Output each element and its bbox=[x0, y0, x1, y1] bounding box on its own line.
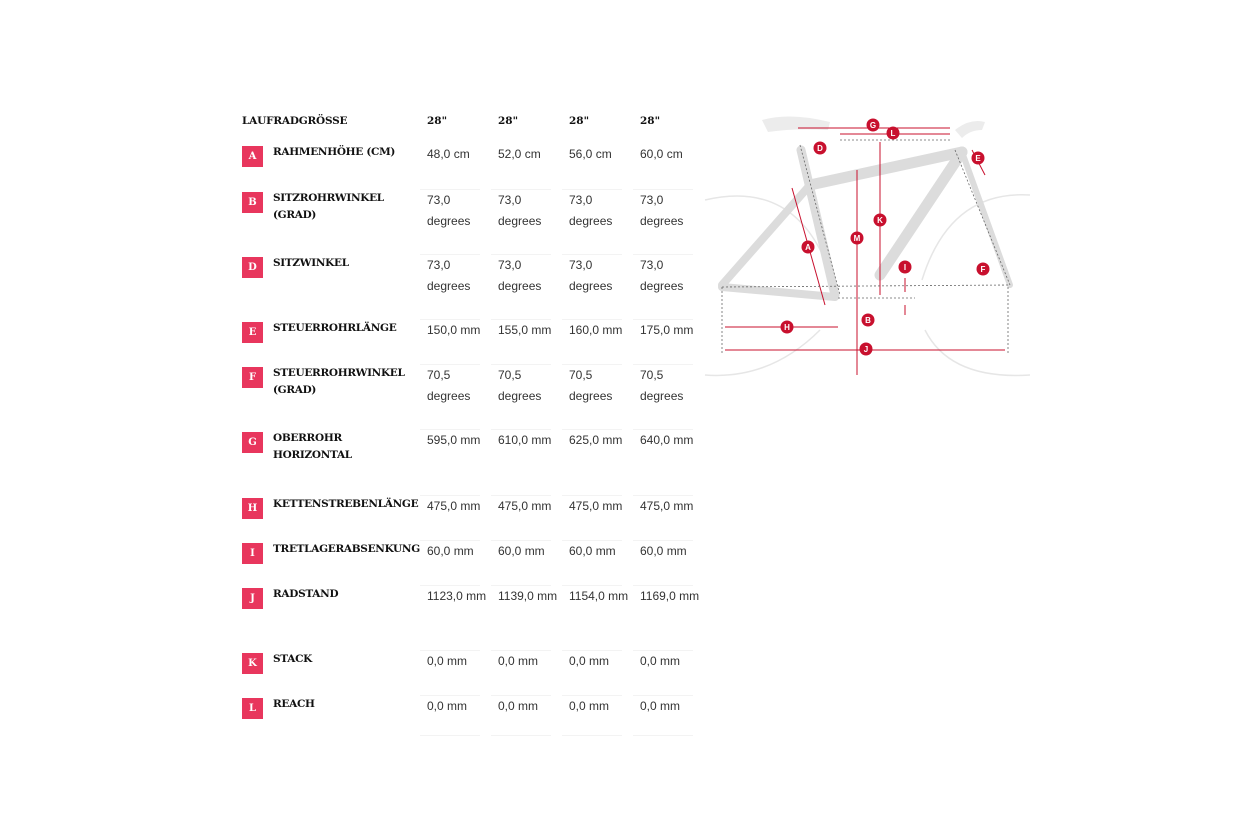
dimension-letter-badge: L bbox=[242, 698, 263, 719]
dimension-value: 60,0 mm bbox=[427, 544, 474, 558]
table-header bbox=[242, 108, 712, 144]
row-divider bbox=[562, 735, 622, 736]
dimension-value: 0,0 mm bbox=[498, 699, 539, 713]
wheel-size-header: LAUFRADGRÖSSE bbox=[242, 115, 348, 127]
table-row bbox=[242, 430, 712, 496]
dimension-value: 475,0 mm bbox=[427, 499, 481, 513]
dimension-value: 625,0 mm bbox=[569, 433, 623, 447]
dimension-name: SITZROHRWINKEL (GRAD) bbox=[273, 192, 384, 221]
dimension-value: 70,5 degrees bbox=[498, 368, 542, 403]
dimension-value: 73,0 degrees bbox=[427, 193, 471, 228]
dimension-name: RAHMENHÖHE (CM) bbox=[273, 146, 396, 158]
size-header: 28" bbox=[498, 115, 519, 127]
dimension-value: 160,0 mm bbox=[569, 323, 623, 337]
dimension-value: 0,0 mm bbox=[427, 699, 468, 713]
dimension-value: 70,5 degrees bbox=[640, 368, 684, 403]
diagram-label-text: A bbox=[805, 243, 811, 252]
diagram-label-text: E bbox=[975, 154, 981, 163]
geometry-table bbox=[242, 108, 712, 736]
dimension-value: 70,5 degrees bbox=[427, 368, 471, 403]
size-header: 28" bbox=[640, 115, 661, 127]
dimension-value: 73,0 degrees bbox=[569, 258, 613, 293]
dimension-letter-badge: E bbox=[242, 322, 263, 343]
table-row bbox=[242, 255, 712, 320]
dimension-name: STEUERROHRWINKEL (GRAD) bbox=[273, 367, 405, 396]
dimension-value: 60,0 mm bbox=[640, 544, 687, 558]
diagram-label-text: B bbox=[865, 316, 871, 325]
diagram-label-text: J bbox=[863, 345, 869, 354]
dimension-name: RADSTAND bbox=[273, 588, 339, 600]
dimension-value: 0,0 mm bbox=[640, 654, 681, 668]
dimension-value: 475,0 mm bbox=[498, 499, 552, 513]
dimension-value: 610,0 mm bbox=[498, 433, 552, 447]
row-divider bbox=[633, 735, 693, 736]
dimension-name: SITZWINKEL bbox=[273, 257, 349, 269]
table-row bbox=[242, 696, 712, 736]
dimension-value: 73,0 degrees bbox=[640, 193, 684, 228]
dimension-value: 1154,0 mm bbox=[569, 589, 629, 603]
diagram-label-text: L bbox=[890, 129, 896, 138]
dimension-letter-badge: A bbox=[242, 146, 263, 167]
dimension-value: 60,0 cm bbox=[640, 147, 683, 161]
dimension-value: 1169,0 mm bbox=[640, 589, 700, 603]
dimension-value: 73,0 degrees bbox=[427, 258, 471, 293]
table-row bbox=[242, 365, 712, 430]
dimension-letter-badge: F bbox=[242, 367, 263, 388]
dimension-lines bbox=[725, 128, 1005, 375]
dimension-letter-badge: D bbox=[242, 257, 263, 278]
dimension-value: 0,0 mm bbox=[569, 654, 610, 668]
table-row bbox=[242, 496, 712, 541]
dimension-value: 0,0 mm bbox=[498, 654, 539, 668]
dimension-value: 52,0 cm bbox=[498, 147, 541, 161]
size-header: 28" bbox=[427, 115, 448, 127]
dimension-value: 640,0 mm bbox=[640, 433, 694, 447]
dimension-name: STEUERROHRLÄNGE bbox=[273, 322, 397, 334]
dimension-letter-badge: G bbox=[242, 432, 263, 453]
dimension-letter-badge: J bbox=[242, 588, 263, 609]
dimension-value: 73,0 degrees bbox=[569, 193, 613, 228]
dimension-value: 475,0 mm bbox=[640, 499, 694, 513]
table-body bbox=[242, 144, 712, 736]
table-row bbox=[242, 190, 712, 255]
row-divider bbox=[491, 735, 551, 736]
diagram-label-text: H bbox=[784, 323, 790, 332]
dimension-letter-badge: K bbox=[242, 653, 263, 674]
dimension-value: 48,0 cm bbox=[427, 147, 470, 161]
dimension-value: 0,0 mm bbox=[427, 654, 468, 668]
front-wheel-outline bbox=[922, 195, 1030, 376]
dimension-letter-badge: B bbox=[242, 192, 263, 213]
diagram-label-text: I bbox=[903, 263, 907, 272]
dimension-value: 475,0 mm bbox=[569, 499, 623, 513]
dimension-value: 73,0 degrees bbox=[498, 193, 542, 228]
dimension-value: 73,0 degrees bbox=[640, 258, 684, 293]
dimension-value: 595,0 mm bbox=[427, 433, 481, 447]
handlebar-shape bbox=[955, 121, 985, 138]
dimension-letter-badge: H bbox=[242, 498, 263, 519]
dimension-value: 150,0 mm bbox=[427, 323, 481, 337]
table-row bbox=[242, 651, 712, 696]
table-row bbox=[242, 541, 712, 586]
dimension-value: 175,0 mm bbox=[640, 323, 694, 337]
dimension-value: 60,0 mm bbox=[569, 544, 616, 558]
diagram-label-text: M bbox=[853, 234, 861, 243]
size-header: 28" bbox=[569, 115, 590, 127]
dimension-value: 73,0 degrees bbox=[498, 258, 542, 293]
row-divider bbox=[420, 735, 480, 736]
dimension-value: 0,0 mm bbox=[569, 699, 610, 713]
dimension-letter-badge: I bbox=[242, 543, 263, 564]
table-row bbox=[242, 320, 712, 365]
dimension-value: 56,0 cm bbox=[569, 147, 612, 161]
dimension-value: 1139,0 mm bbox=[498, 589, 558, 603]
dimension-value: 155,0 mm bbox=[498, 323, 552, 337]
table-row bbox=[242, 586, 712, 651]
dimension-value: 0,0 mm bbox=[640, 699, 681, 713]
dimension-name: KETTENSTREBENLÄNGE bbox=[273, 498, 419, 510]
dimension-name: STACK bbox=[273, 653, 312, 665]
bike-geometry-diagram bbox=[700, 100, 1035, 385]
diagram-label-text: D bbox=[817, 144, 823, 153]
saddle-shape bbox=[762, 116, 830, 132]
dimension-value: 60,0 mm bbox=[498, 544, 545, 558]
dimension-name: REACH bbox=[273, 698, 315, 710]
diagram-label-text: F bbox=[980, 265, 986, 274]
bike-frame bbox=[722, 150, 1010, 297]
diagram-label-text: K bbox=[877, 216, 883, 225]
table-row bbox=[242, 144, 712, 190]
dimension-name: TRETLAGERABSENKUNG bbox=[273, 543, 420, 555]
diagram-label-text: G bbox=[869, 121, 877, 130]
dimension-name: OBERROHR HORIZONTAL bbox=[273, 432, 352, 461]
dimension-value: 1123,0 mm bbox=[427, 589, 487, 603]
dimension-value: 70,5 degrees bbox=[569, 368, 613, 403]
